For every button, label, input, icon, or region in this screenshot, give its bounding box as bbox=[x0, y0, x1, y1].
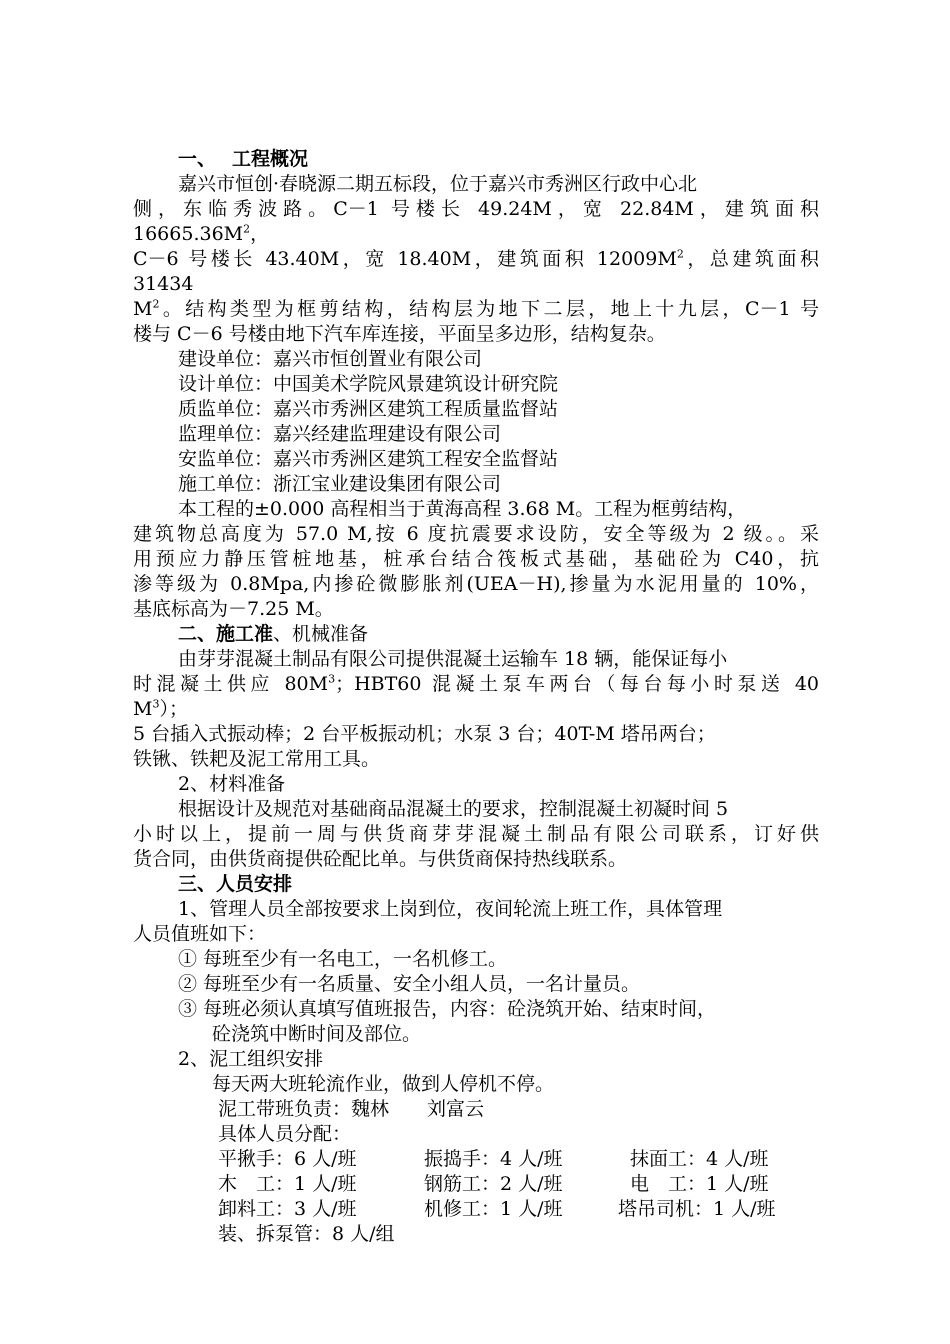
section1-number: 一、 bbox=[178, 148, 217, 170]
alloc-row4: 装、拆泵管：8 人/组 bbox=[218, 1223, 395, 1245]
alloc-row2-col1: 木 工：1 人/班 bbox=[218, 1173, 357, 1195]
section1-title: 工程概况 bbox=[232, 148, 309, 170]
spec-line-5: 基底标高为－7.25 M。 bbox=[133, 598, 334, 620]
overview-line-7: 楼与 C－6 号楼由地下汽车库连接，平面呈多边形，结构复杂。 bbox=[133, 323, 666, 345]
unit-safety: 安监单位：嘉兴市秀洲区建筑工程安全监督站 bbox=[178, 448, 559, 470]
unit-design: 设计单位：中国美术学院风景建筑设计研究院 bbox=[178, 373, 559, 395]
unit-quality: 质监单位：嘉兴市秀洲区建筑工程质量监督站 bbox=[178, 398, 559, 420]
overview-line-3: $16665.36M^2$， bbox=[133, 222, 270, 245]
unit-contractor: 施工单位：浙江宝业建设集团有限公司 bbox=[178, 473, 502, 495]
materials-line-2: 小时以上，提前一周与供货商芽芽混凝土制品有限公司联系，订好供 bbox=[133, 823, 819, 845]
equipment-line-5: 铁锹、铁耙及泥工常用工具。 bbox=[133, 748, 381, 770]
overview-line-6: $M^2$。结构类型为框剪结构，结构层为地下二层，地上十九层，C－1 号 bbox=[133, 297, 819, 320]
staff-line-1: 1、管理人员全部按要求上岗到位，夜间轮流上班工作，具体管理 bbox=[178, 898, 723, 920]
section2-title: 二、施工准、机械准备 bbox=[178, 623, 369, 645]
equipment-line-3: $M^3$）； bbox=[133, 697, 188, 720]
unit-supervision: 监理单位：嘉兴经建监理建设有限公司 bbox=[178, 423, 502, 445]
alloc-row1-col2: 振捣手：4 人/班 bbox=[424, 1148, 563, 1170]
alloc-row2-col3: 电 工：1 人/班 bbox=[630, 1173, 769, 1195]
overview-line-4: C－6 号楼长 43.40M，宽 18.40M，建筑面积 $12009M^2$，总建筑面积 bbox=[133, 247, 819, 270]
staff-line-2: 人员值班如下： bbox=[133, 923, 267, 945]
alloc-row3-col2: 机修工：1 人/班 bbox=[424, 1198, 563, 1220]
duty-item-3: ③ 每班必须认真填写值班报告，内容：砼浇筑开始、结束时间， bbox=[178, 998, 717, 1020]
duty-item-3-cont: 砼浇筑中断时间及部位。 bbox=[212, 1023, 422, 1045]
materials-line-1: 根据设计及规范对基础商品混凝土的要求，控制混凝土初凝时间 5 bbox=[178, 798, 729, 820]
equipment-line-2: 时混凝土供应 $80M^3$；HBT60 混凝土泵车两台（每台每小时泵送 40 bbox=[133, 672, 820, 695]
spec-line-4: 渗等级为 0.8Mpa,内掺砼微膨胀剂(UEA－H),掺量为水泥用量的 10%， bbox=[133, 573, 819, 595]
section3-title: 三、人员安排 bbox=[178, 873, 293, 895]
alloc-row3-col3: 塔吊司机：1 人/班 bbox=[618, 1198, 776, 1220]
overview-line-5: 31434 bbox=[133, 273, 194, 295]
spec-line-2: 建筑物总高度为 57.0 M,按 6 度抗震要求设防，安全等级为 2 级。。采 bbox=[133, 523, 819, 545]
alloc-row3-col1: 卸料工：3 人/班 bbox=[218, 1198, 357, 1220]
overview-line-1: 嘉兴市恒创·春晓源二期五标段，位于嘉兴市秀洲区行政中心北 bbox=[178, 173, 698, 195]
shift-leaders: 泥工带班负责：魏林 刘富云 bbox=[218, 1098, 485, 1120]
spec-line-1: 本工程的±0.000 高程相当于黄海高程 3.68 M。工程为框剪结构， bbox=[178, 498, 747, 520]
materials-heading: 2、材料准备 bbox=[178, 773, 286, 795]
spec-line-3: 用预应力静压管桩地基，桩承台结合筏板式基础，基础砼为 C40，抗 bbox=[133, 548, 819, 570]
unit-construction: 建设单位：嘉兴市恒创置业有限公司 bbox=[178, 348, 483, 370]
duty-item-2: ② 每班至少有一名质量、安全小组人员，一名计量员。 bbox=[178, 973, 641, 995]
masonry-heading: 2、泥工组织安排 bbox=[178, 1048, 324, 1070]
alloc-row1-col1: 平揪手：6 人/班 bbox=[218, 1148, 357, 1170]
equipment-line-4: 5 台插入式振动棒；2 台平板振动机；水泵 3 台；40T-M 塔吊两台； bbox=[133, 723, 716, 745]
alloc-row2-col2: 钢筋工：2 人/班 bbox=[424, 1173, 563, 1195]
materials-line-3: 货合同，由供货商提供砼配比单。与供货商保持热线联系。 bbox=[133, 848, 628, 870]
alloc-row1-col3: 抹面工：4 人/班 bbox=[630, 1148, 769, 1170]
allocation-heading: 具体人员分配： bbox=[218, 1123, 352, 1145]
duty-item-1: ① 每班至少有一名电工，一名机修工。 bbox=[178, 948, 508, 970]
shift-note: 每天两大班轮流作业，做到人停机不停。 bbox=[212, 1073, 555, 1095]
equipment-line-1: 由芽芽混凝土制品有限公司提供混凝土运输车 18 辆，能保证每小 bbox=[178, 648, 728, 670]
overview-line-2: 侧，东临秀波路。C－1 号楼长 49.24M，宽 22.84M，建筑面积 bbox=[133, 198, 819, 220]
